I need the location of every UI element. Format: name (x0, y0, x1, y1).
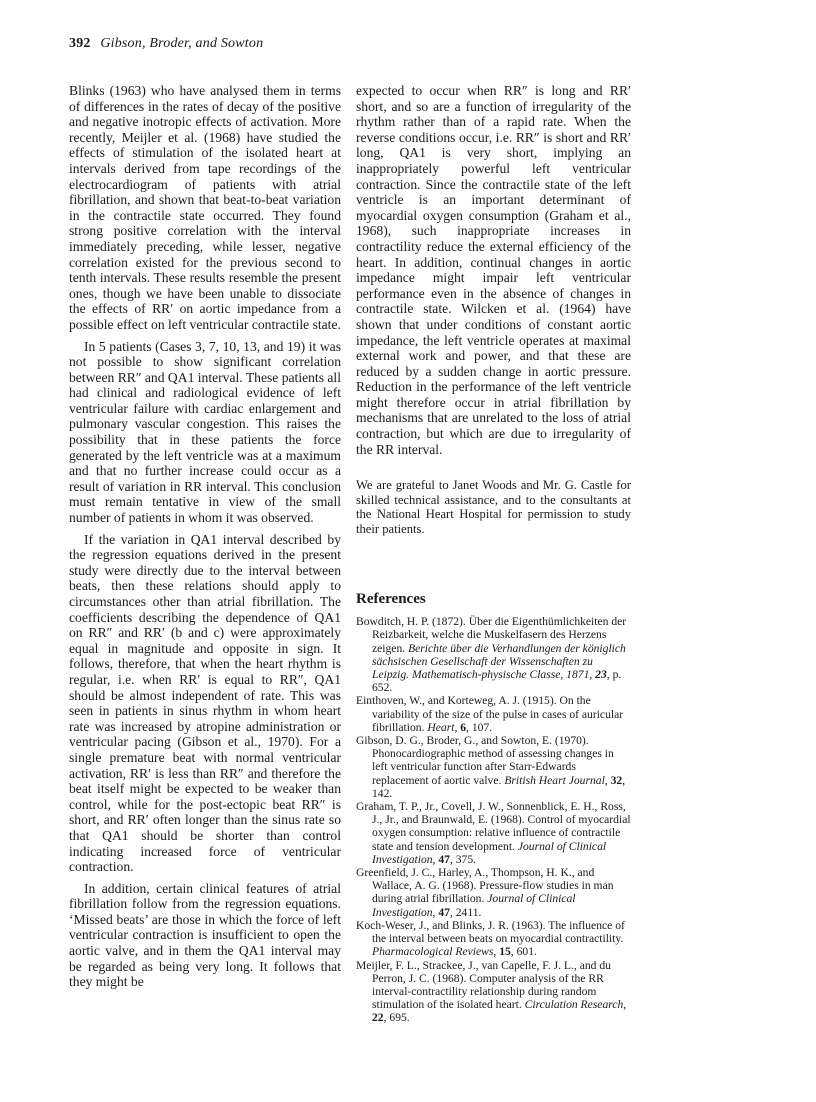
acknowledgement: We are grateful to Janet Woods and Mr. G. Castle for skilled technical assistance, and to the consultants at the National Heart Hospital for permission to study their patients. (356, 478, 631, 537)
reference-list (356, 615, 631, 1024)
paragraph: If the variation in QA1 interval described by the regression equations derived in the present study were directly due to the interval between beats, then these relations should apply to circumstances other than atrial fibrillation. The coefficients describing the dependence of QA1 on RR″ and RR′ (b and c) were approximately equal in magnitude and opposite in sign. It follows, therefore, that when the heart rhythm is regular, i.e. when RR′ is equal to RR″, QA1 should be almost independent of rate. This was seen in patients in sinus rhythm in whom heart rate was increased by atropine administration or ventricular pacing (Gibson et al., 1970). For a single premature beat with normal ventricular activation, RR′ is less than RR″ and therefore the beat itself might be expected to be weaker than control, while for the post-ectopic beat RR″ is short, and RR′ often longer than the sinus rate so that QA1 should be shorter than control indicating increased force of ventricular contraction. (69, 531, 341, 875)
paragraph: Blinks (1963) who have analysed them in terms of differences in the rates of decay of the positive and negative inotropic effects of activation. More recently, Meijler et al. (1968) have studied the effects of stimulation of the isolated heart at intervals derived from tape recordings of the electrocardiogram of patients with atrial fibrillation, and shown that beat-to-beat variation in the contractile state occurred. They found strong positive correlation with the interval immediately preceding, while lesser, negative correlation existed for the previous second to tenth intervals. These results resemble the present ones, though we have been unable to dissociate the effects of RR′ on aortic impedance from a possible effect on left ventricular contractile state. (69, 83, 341, 332)
page-number: 392 (69, 36, 91, 51)
running-authors: Gibson, Broder, and Sowton (100, 36, 264, 51)
reference-item: Meijler, F. L., Strackee, J., van Capelle, F. J. L., and du Perron, J. C. (1968). Computer analysis of the RR interval-contractility relationship during random stimulation of the isolated heart. Circulation Research, 22, 695. (356, 958, 627, 1025)
paragraph: In 5 patients (Cases 3, 7, 10, 13, and 19) it was not possible to show significant correlation between RR″ and QA1 interval. These patients all had clinical and radiological evidence of left ventricular failure with cardiac enlargement and pulmonary vascular congestion. This raises the possibility that in these patients the force generated by the left ventricle was at a maximum and that no further increase could occur as a result of variation in RR interval. This conclusion must remain tentative in view of the small number of patients in whom it was observed. (69, 338, 341, 526)
reference-item: Koch-Weser, J., and Blinks, J. R. (1963). The influence of the interval between beats on myocardial contractility. Pharmacological Reviews, 15, 601. (356, 918, 625, 959)
right-column (356, 83, 631, 1025)
paragraph: In addition, certain clinical features of atrial fibrillation follow from the regression equations. ‘Missed beats’ are those in which the force of left ventricular contraction is insufficient to open the aortic valve, and in them the QA1 interval may be regarded as being very long. It follows that they might be (69, 880, 341, 990)
references-heading: References (356, 590, 426, 607)
reference-item: Graham, T. P., Jr., Covell, J. W., Sonnenblick, E. H., Ross, J., Jr., and Braunwald, E. (1968). Control of myocardial oxygen consumption: relative influence of contractile state and tension development. Journal of Clinical Investigation, 47, 375. (356, 800, 631, 866)
paragraph: expected to occur when RR″ is long and RR′ short, and so are a function of irregularity of the rhythm rather than of a rapid rate. When the reverse conditions occur, i.e. RR″ is short and RR′ long, QA1 is very short, implying an inappropriately powerful left ventricular contraction. Since the contractile state of the left ventricle is an important determinant of myocardial oxygen consumption (Graham et al., 1968), such inappropriate increases in contractility reduce the external efficiency of the heart. In addition, continual changes in aortic impedance might impair left ventricular performance even in the absence of changes in contractile state. Wilcken et al. (1964) have shown that under conditions of constant aortic impedance, the left ventricle operates at maximal external work and power, and that these are reduced by a sudden change in aortic pressure. Reduction in the performance of the left ventricle might therefore occur in atrial fibrillation by mechanisms that are unrelated to the loss of atrial contraction, but which are due to irregularity of the RR interval. (356, 83, 631, 457)
reference-item: Greenfield, J. C., Harley, A., Thompson, H. K., and Wallace, A. G. (1968). Pressure-flow studies in man during atrial fibrillation. Journal of Clinical Investigation, 47, 2411. (356, 866, 614, 919)
left-column (69, 83, 341, 990)
reference-item: Einthoven, W., and Korteweg, A. J. (1915). On the variability of the size of the pulse in cases of auricular fibrillation. Heart, 6, 107. (356, 694, 624, 734)
reference-item: Gibson, D. G., Broder, G., and Sowton, E. (1970). Phonocardiographic method of assessing changes in left ventricular function after Starr-Edwards replacement of aortic valve. British Heart Journal, 32, 142. (356, 734, 626, 800)
running-header (69, 36, 263, 52)
reference-item: Bowditch, H. P. (1872). Über die Eigenthümlichkeiten der Reizbarkeit, welche die Muskelfasern des Herzens zeigen. Berichte über die Verhandlungen der königlich sächsischen Gesellschaft der Wissenschaften zu Leipzig. Mathematisch-physische Classe, 1871, 23, p. 652. (356, 615, 627, 695)
